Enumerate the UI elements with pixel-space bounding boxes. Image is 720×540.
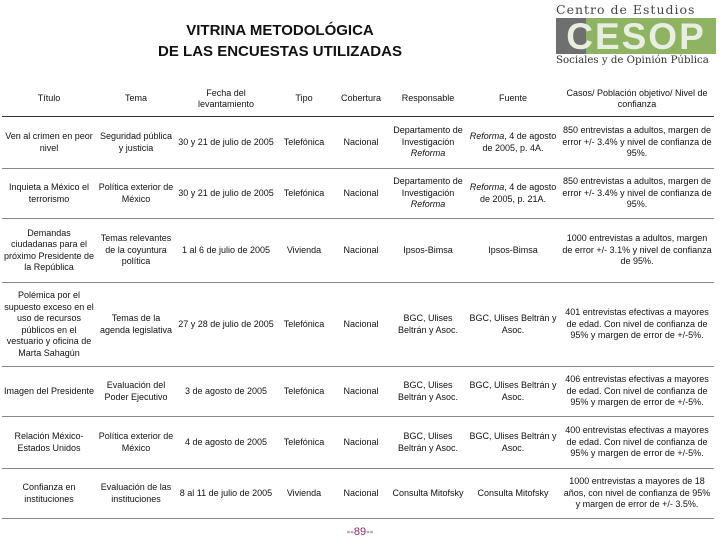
cell-cobertura: Nacional	[332, 283, 390, 367]
cell-titulo: Relación México-Estados Unidos	[2, 417, 96, 469]
casos-text-a: 406 entrevistas efectivas	[565, 374, 667, 385]
cell-tema: Política exterior de México	[96, 417, 176, 469]
cell-fecha: 30 y 21 de julio de 2005	[176, 169, 276, 219]
table-row	[2, 283, 714, 367]
header-tema: Tema	[96, 82, 176, 117]
cell-fecha: 30 y 21 de julio de 2005	[176, 117, 276, 169]
casos-italic: a	[666, 307, 672, 318]
cell-tipo: Vivienda	[276, 219, 332, 283]
table-row	[2, 117, 714, 169]
casos-text-a: 400 entrevistas efectivas	[565, 425, 667, 436]
title-line-2: DE LAS ENCUESTAS UTILIZADAS	[158, 43, 402, 60]
casos-italic: a	[666, 374, 672, 385]
casos-text-b: mayores de edad. Con nivel de confianza de 95% y margen de error de +/-5%.	[566, 425, 709, 459]
surveys-table	[2, 82, 714, 519]
header-cobertura: Cobertura	[332, 82, 390, 117]
cell-cobertura: Nacional	[332, 169, 390, 219]
cell-titulo: Polémica por el supuesto exceso en el uso de recursos públicos en el vestuario y oficina de Marta Sahagún	[2, 283, 96, 367]
cell-fecha: 1 al 6 de julio de 2005	[176, 219, 276, 283]
casos-text-b: mayores de edad. Con nivel de confianza de 95% y margen de error de +/-5%.	[566, 307, 709, 341]
cell-tipo: Telefónica	[276, 117, 332, 169]
cell-tipo: Telefónica	[276, 283, 332, 367]
cell-cobertura: Nacional	[332, 367, 390, 417]
responsable-text: Departamento de Investigación	[393, 125, 463, 147]
cell-titulo: Confianza en instituciones	[2, 469, 96, 519]
cell-tema: Temas de la agenda legislativa	[96, 283, 176, 367]
title-line-1: VITRINA METODOLÓGICA	[186, 22, 374, 39]
header-fecha: Fecha del levantamiento	[176, 82, 276, 117]
header-row	[2, 82, 714, 117]
cell-casos: 850 entrevistas a adultos, margen de error +/- 3.4% y nivel de confianza de 95%.	[560, 117, 714, 169]
fuente-italic: Reforma	[469, 182, 505, 192]
cell-responsable: Ipsos-Bimsa	[390, 219, 466, 283]
cell-titulo: Ven al crimen en peor nivel	[2, 117, 96, 169]
cell-fuente: BGC, Ulises Beltrán y Asoc.	[466, 283, 560, 367]
cell-fuente: BGC, Ulises Beltrán y Asoc.	[466, 367, 560, 417]
page-number: --89--	[346, 526, 374, 538]
cell-tipo: Telefónica	[276, 367, 332, 417]
cell-fuente	[466, 169, 560, 219]
cell-fecha: 4 de agosto de 2005	[176, 417, 276, 469]
fuente-italic: Reforma	[469, 131, 505, 141]
header-titulo: Título	[2, 82, 96, 117]
fuente-text: , 4 de agosto de 2005, p. 21A.	[479, 182, 557, 204]
cell-responsable: BGC, Ulises Beltrán y Asoc.	[390, 283, 466, 367]
cell-tema: Evaluación de las instituciones	[96, 469, 176, 519]
cell-tema: Evaluación del Poder Ejecutivo	[96, 367, 176, 417]
cell-tema: Temas relevantes de la coyuntura política	[96, 219, 176, 283]
cell-cobertura: Nacional	[332, 417, 390, 469]
cell-cobertura: Nacional	[332, 469, 390, 519]
logo-big-text: CESOP	[566, 18, 706, 54]
cell-fecha: 3 de agosto de 2005	[176, 367, 276, 417]
casos-text-a: 401 entrevistas efectivas	[565, 307, 667, 318]
cell-fuente: BGC, Ulises Beltrán y Asoc.	[466, 417, 560, 469]
cell-fuente	[466, 117, 560, 169]
cesop-logo	[556, 2, 716, 70]
cell-fecha: 27 y 28 de julio de 2005	[176, 283, 276, 367]
cell-responsable	[390, 117, 466, 169]
logo-top-text: Centro de Estudios	[556, 2, 696, 17]
cell-tipo: Telefónica	[276, 169, 332, 219]
logo-bottom-text: Sociales y de Opinión Pública	[556, 55, 709, 66]
cell-responsable: BGC, Ulises Beltrán y Asoc.	[390, 417, 466, 469]
responsable-text: Departamento de Investigación	[393, 176, 463, 198]
logo-mark	[556, 18, 716, 54]
cell-casos	[560, 367, 714, 417]
table-row	[2, 219, 714, 283]
cell-tipo: Telefónica	[276, 417, 332, 469]
cell-casos: 1000 entrevistas a mayores de 18 años, con nivel de confianza de 95% y margen de error de +/- 3.5%.	[560, 469, 714, 519]
cell-fuente: Consulta Mitofsky	[466, 469, 560, 519]
cell-cobertura: Nacional	[332, 117, 390, 169]
responsable-italic: Reforma	[410, 148, 446, 159]
header-tipo: Tipo	[276, 82, 332, 117]
fuente-text: , 4 de agosto de 2005, p. 4A.	[482, 131, 557, 153]
cell-tema: Seguridad pública y justicia	[96, 117, 176, 169]
table-row	[2, 169, 714, 219]
cell-casos	[560, 283, 714, 367]
cell-responsable: BGC, Ulises Beltrán y Asoc.	[390, 367, 466, 417]
header-responsable: Responsable	[390, 82, 466, 117]
table-row	[2, 367, 714, 417]
cell-fecha: 8 al 11 de julio de 2005	[176, 469, 276, 519]
cell-responsable: Consulta Mitofsky	[390, 469, 466, 519]
cell-fuente: Ipsos-Bimsa	[466, 219, 560, 283]
cell-tipo: Vivienda	[276, 469, 332, 519]
responsable-italic: Reforma	[410, 199, 446, 210]
cell-cobertura: Nacional	[332, 219, 390, 283]
cell-titulo: Imagen del Presidente	[2, 367, 96, 417]
casos-text-b: mayores de edad. Con nivel de confianza de 95% y margen de error de +/-5%.	[566, 374, 709, 408]
page-title	[100, 20, 460, 62]
header-fuente: Fuente	[466, 82, 560, 117]
cell-casos: 850 entrevistas a adultos, margen de error +/- 3.4% y nivel de confianza de 95%.	[560, 169, 714, 219]
casos-italic: a	[666, 425, 672, 436]
header-casos: Casos/ Población objetivo/ Nivel de confianza	[560, 82, 714, 117]
cell-tema: Política exterior de México	[96, 169, 176, 219]
table-row	[2, 417, 714, 469]
cell-titulo: Demandas ciudadanas para el próximo Presidente de la República	[2, 219, 96, 283]
cell-responsable	[390, 169, 466, 219]
cell-casos	[560, 417, 714, 469]
cell-titulo: Inquieta a México el terrorismo	[2, 169, 96, 219]
cell-casos: 1000 entrevistas a adultos, margen de error +/- 3.1% y nivel de confianza de 95%.	[560, 219, 714, 283]
table-row	[2, 469, 714, 519]
